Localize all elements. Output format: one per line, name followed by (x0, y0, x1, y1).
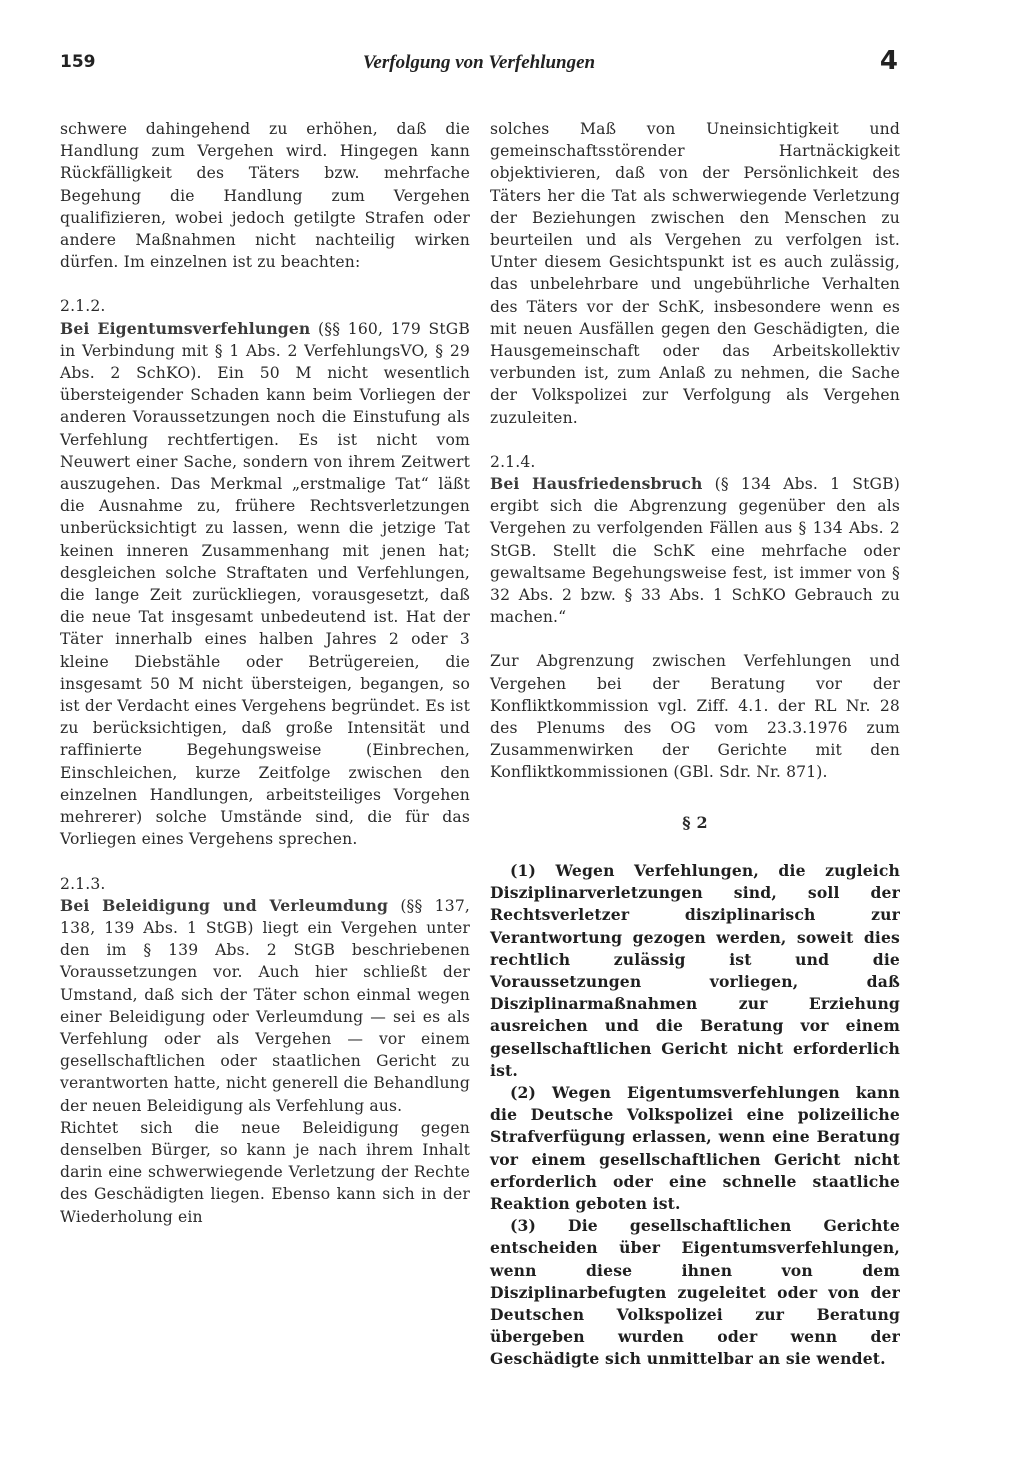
section-heading-eigentumsverfehlungen: Bei Eigentumsverfehlungen (60, 318, 311, 338)
section-heading-beleidigung: Bei Beleidigung und Verleumdung (60, 895, 389, 915)
page-header (60, 46, 898, 84)
absatz-2: (2) Wegen Eigentumsverfehlungen kann die Deutsche Volkspolizei eine polizeiliche Strafverfügung erlassen, wenn eine Beratung vor einem gesellschaftlichen Gericht nicht erforderlich oder eine schnelle staatliche Reaktion geboten ist. (490, 1082, 900, 1213)
chapter-number: 4 (879, 46, 898, 76)
continuation-paragraph: solches Maß von Uneinsichtigkeit und gemeinschaftsstörender Hartnäckigkeit objektivieren, daß von der Persönlichkeit des Täters her die Tat als schwerwiegende Verletzung der Beziehungen zwischen den Menschen zu beurteilen und als Vergehen zu verfolgen ist. Unter diesem Gesichtspunkt ist es auch zulässig, das unbelehrbare und ungebührliche Verhalten des Täters vor der SchK, insbesondere wenn es mit neuen Ausfällen gegen den Geschädigten, die Hausgemeinschaft oder das Arbeitskollektiv verbunden ist, zum Anlaß zu nehmen, die Sache der Volkspolizei zur Verfolgung als Vergehen zuzuleiten. (490, 120, 900, 427)
abgrenzung-paragraph: Zur Abgrenzung zwischen Verfehlungen und Vergehen bei der Beratung vor der Konfliktkommission vgl. Ziff. 4.1. der RL Nr. 28 des Plenums des OG vom 23.3.1976 zum Zusammenwirken der Gerichte mit den Konfliktkommissionen (GBl. Sdr. Nr. 871). (490, 652, 900, 782)
section-number-2-1-4: 2.1.4. (490, 452, 536, 471)
section-number-2-1-2: 2.1.2. (60, 297, 106, 316)
section-2-1-2-text: (§§ 160, 179 StGB in Verbindung mit § 1 Abs. 2 VerfehlungsVO, § 29 Abs. 2 SchKO). Ein 50 M nicht wesentlich übersteigender Schaden kann beim Vorliegen der anderen Voraussetzungen noch die Einstufung als Verfehlung rechtfertigen. Es ist nicht vom Neuwert einer Sache, sondern von ihrem Zeitwert auszugehen. Das Merkmal „erstmalige Tat“ läßt die Ausnahme zu, frühere Rechtsverletzungen unberücksichtigt zu lassen, wenn die jetzige Tat keinen inneren Zusammenhang mit jenen hat; desgleichen solche Straftaten und Verfehlungen, die lange Zeit zurückliegen, vorausgesetzt, daß die neue Tat insgesamt unbedeutend ist. Hat der Täter innerhalb eines halben Jahres 2 oder 3 kleine Diebstähle oder Betrügereien, die insgesamt 50 M nicht übersteigen, begangen, so ist der Verdacht eines Vergehens begründet. Es ist zu berücksichtigen, daß große Intensität und raffinierte Begehungsweise (Einbrechen, Einschleichen, kurze Zeitfolge zwischen den einzelnen Handlungen, arbeitsteiliges Vorgehen mehrerer) solche Umstände sind, die für das Vorliegen eines Vergehens sprechen. (60, 319, 471, 849)
section-2-1-3-text: (§§ 137, 138, 139 Abs. 1 StGB) liegt ein Vergehen unter den im § 139 Abs. 2 StGB beschriebenen Voraussetzungen vor. Auch hier schließt der Umstand, daß sich der Täter schon einmal wegen einer Beleidigung oder Verleumdung — sei es als Verfehlung oder als Vergehen — vor einem gesellschaftlichen oder staatlichen Gericht zu verantworten hatte, nicht generell die Behandlung der neuen Beleidigung als Verfehlung aus. (60, 896, 470, 1115)
section-number-2-1-3: 2.1.3. (60, 874, 106, 893)
absatz-3: (3) Die gesellschaftlichen Gerichte entscheiden über Eigentumsverfehlungen, wenn diese ihnen von dem Disziplinarbefugten zugeleitet oder von der Deutschen Volkspolizei zur Beratung übergeben wurden oder wenn der Geschädigte sich unmittelbar an sie wendet. (490, 1216, 900, 1369)
intro-paragraph: schwere dahingehend zu erhöhen, daß die Handlung zum Vergehen wird. Hingegen kann Rückfälligkeit des Täters bzw. mehrfache Begehung die Handlung zum Vergehen qualifizieren, wobei jedoch getilgte Strafen oder andere Maßnahmen nicht nachteilig wirken dürfen. Im einzelnen ist zu beachten: (60, 120, 470, 272)
absatz-1: (1) Wegen Verfehlungen, die zugleich Disziplinarverletzungen sind, soll der Rechtsverletzer disziplinarisch zur Verantwortung gezogen werden, soweit dies rechtlich zulässig ist und die Voraussetzungen vorliegen, daß Disziplinarmaßnahmen zur Erziehung ausreichen und die Beratung vor einem gesellschaftlichen Gericht nicht erforderlich ist. (490, 860, 900, 1080)
right-column (490, 118, 900, 1371)
section-2-1-3-paragraph (60, 895, 470, 1117)
running-title: Verfolgung von Verfehlungen (362, 52, 596, 73)
section-2-1-4-paragraph (490, 473, 900, 628)
section-heading-hausfriedensbruch: Bei Hausfriedensbruch (490, 474, 703, 494)
page-number: 159 (60, 52, 96, 72)
paragraph-2-body (490, 860, 900, 1371)
section-2-1-3-text-continued: Richtet sich die neue Beleidigung gegen denselben Bürger, so kann je nach ihrem Inhalt darin eine schwerwiegende Verletzung der Rechte des Geschädigten liegen. Ebenso kann sich in der Wiederholung ein (60, 1118, 470, 1226)
section-2-1-4-text: (§ 134 Abs. 1 StGB) ergibt sich die Abgrenzung gegenüber den als Vergehen zu verfolgenden Fällen aus § 134 Abs. 2 StGB. Stellt die SchK eine mehrfache oder gewaltsame Begehungsweise fest, ist immer von § 32 Abs. 2 bzw. § 33 Abs. 1 SchKO Gebrauch zu machen.“ (490, 475, 900, 627)
paragraph-symbol-2: § 2 (682, 812, 708, 832)
left-column (60, 118, 470, 1228)
section-2-1-2-paragraph (60, 318, 470, 851)
